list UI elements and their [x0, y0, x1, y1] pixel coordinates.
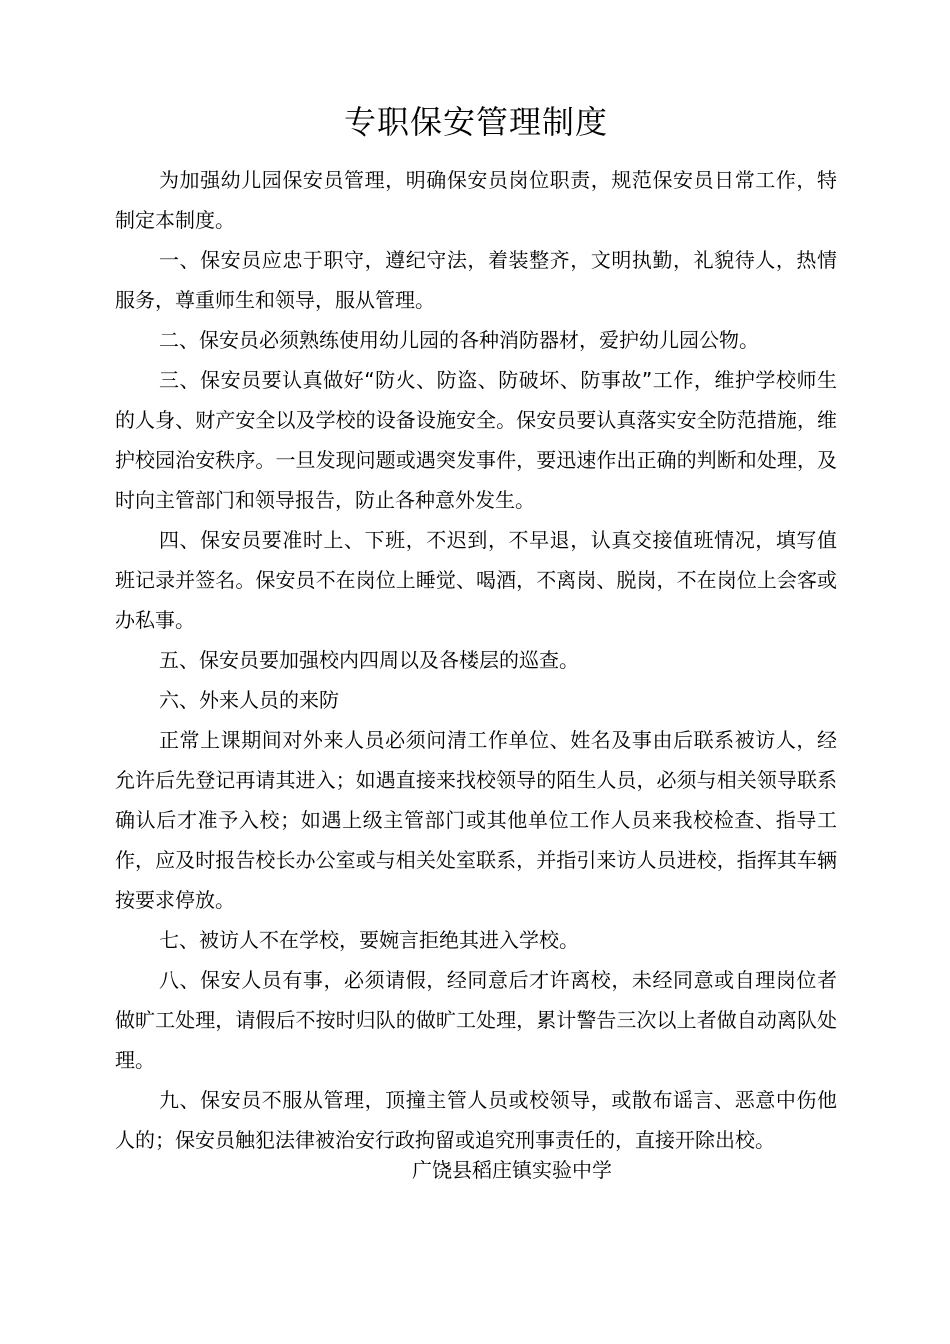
- rule-paragraph-1: 一、保安员应忠于职守，遵纪守法，着装整齐，文明执勤，礼貌待人，热情服务，尊重师生和领导，服从管理。: [115, 248, 837, 312]
- rule-paragraph-8: 八、保安人员有事，必须请假，经同意后才许离校，未经同意或自理岗位者做旷工处理，请假后不按时归队的做旷工处理，累计警告三次以上者做自动离队处理。: [115, 968, 837, 1072]
- rule-paragraph-2: 二、保安员必须熟练使用幼儿园的各种消防器材，爱护幼儿园公物。: [159, 328, 759, 352]
- rule-paragraph-4: 四、保安员要准时上、下班，不迟到，不早退，认真交接值班情况，填写值班记录并签名。保安员不在岗位上睡觉、喝酒，不离岗、脱岗，不在岗位上会客或办私事。: [115, 528, 837, 632]
- school-signature: 广饶县稻庄镇实验中学: [412, 1158, 612, 1182]
- rule-paragraph-6-heading: 六、外来人员的来防: [159, 688, 339, 712]
- rule-paragraph-7: 七、被访人不在学校，要婉言拒绝其进入学校。: [159, 928, 579, 952]
- rule-paragraph-9: 九、保安员不服从管理，顶撞主管人员或校领导，或散布谣言、恶意中伤他人的；保安员触犯法律被治安行政拘留或追究刑事责任的，直接开除出校。: [115, 1088, 837, 1152]
- document-body: [115, 96, 837, 1160]
- document-title: 专职保安管理制度: [343, 103, 608, 141]
- intro-paragraph: 为加强幼儿园保安员管理，明确保安员岗位职责，规范保安员日常工作，特制定本制度。: [115, 168, 837, 232]
- rule-paragraph-3: 三、保安员要认真做好“防火、防盗、防破坏、防事故”工作，维护学校师生的人身、财产安全以及学校的设备设施安全。保安员要认真落实安全防范措施，维护校园治安秩序。一旦发现问题或遇突发事件，要迅速作出正确的判断和处理，及时向主管部门和领导报告，防止各种意外发生。: [115, 368, 837, 512]
- rule-paragraph-6-body: 正常上课期间对外来人员必须问清工作单位、姓名及事由后联系被访人，经允许后先登记再请其进入；如遇直接来找校领导的陌生人员，必须与相关领导联系确认后才准予入校；如遇上级主管部门或其他单位工作人员来我校检查、指导工作，应及时报告校长办公室或与相关处室联系，并指引来访人员进校，指挥其车辆按要求停放。: [115, 728, 837, 912]
- rule-paragraph-5: 五、保安员要加强校内四周以及各楼层的巡查。: [159, 648, 579, 672]
